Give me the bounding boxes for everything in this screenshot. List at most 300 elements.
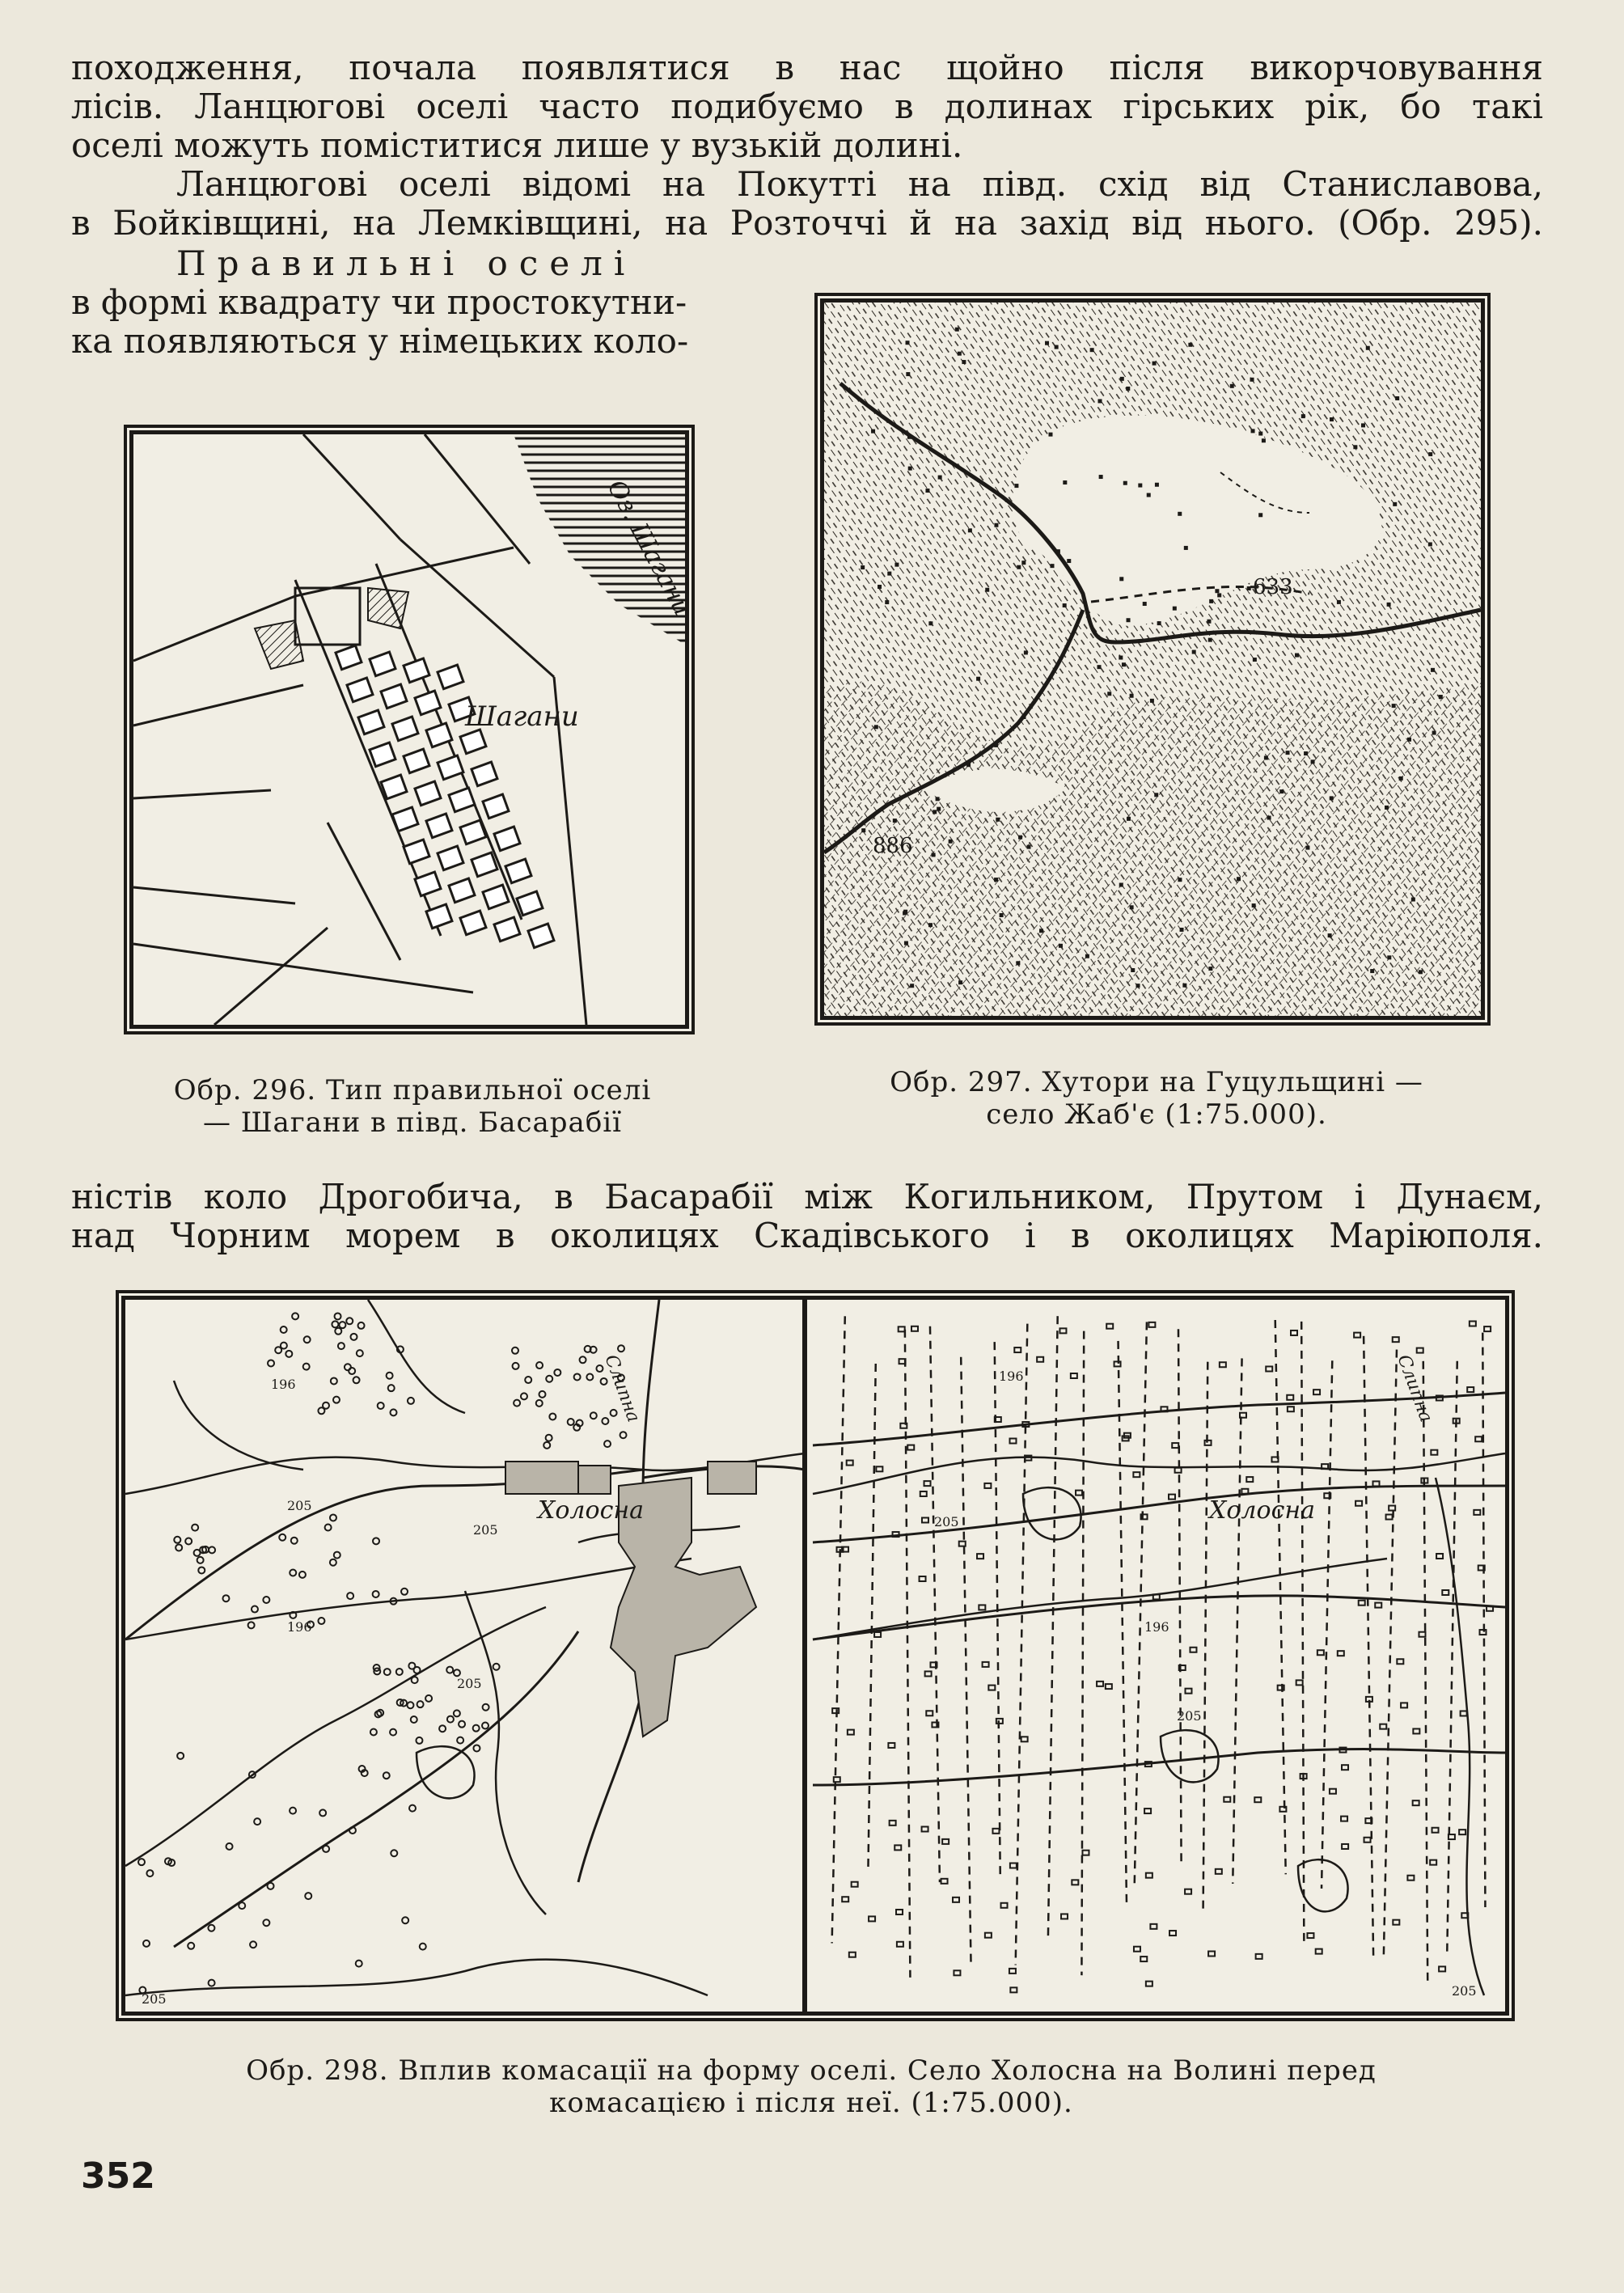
homestead-mark <box>1150 699 1154 703</box>
figure-296-map <box>129 430 697 1029</box>
tree-symbol <box>290 1808 296 1814</box>
house-block <box>438 846 463 870</box>
tree-symbol <box>143 1940 150 1947</box>
homestead-mark <box>976 677 980 681</box>
house-block <box>358 710 384 734</box>
homestead-mark <box>1387 955 1391 959</box>
contour-label: 205 <box>473 1522 498 1538</box>
tree-symbol <box>188 1943 194 1949</box>
panel-before-consolidation <box>125 1300 805 2007</box>
homestead-mark <box>1136 984 1140 988</box>
tree-symbol <box>226 1843 233 1850</box>
tree-symbol <box>138 1859 145 1865</box>
farmstead <box>1114 1361 1121 1366</box>
tree-symbol <box>601 1378 607 1385</box>
farmstead <box>1133 1472 1140 1477</box>
farmstead <box>1467 1387 1474 1392</box>
tree-symbol <box>319 1809 326 1816</box>
farmstead <box>1010 1987 1017 1992</box>
farmstead <box>1037 1357 1043 1362</box>
farmstead <box>1439 1966 1445 1971</box>
tree-symbol <box>350 1334 357 1340</box>
tree-symbol <box>447 1716 454 1723</box>
tree-symbol <box>323 1846 329 1852</box>
homestead-mark <box>994 523 998 527</box>
homestead-mark <box>903 911 907 915</box>
tree-symbol <box>539 1391 545 1398</box>
farmstead <box>992 1829 999 1834</box>
farmstead <box>1185 1889 1191 1894</box>
homestead-mark <box>1014 484 1018 488</box>
tree-symbol <box>387 1373 393 1379</box>
caption-line: Обр. 297. Хутори на Гуцульщині — <box>890 1066 1423 1098</box>
elevation-633: 633 <box>1253 575 1293 599</box>
farmstead <box>1307 1933 1313 1938</box>
homestead-mark <box>1119 656 1123 660</box>
hutsul-relief-map <box>824 302 1481 1016</box>
tree-symbol <box>192 1525 198 1531</box>
field-line <box>1301 1322 1304 1944</box>
house-block <box>392 717 418 741</box>
farmstead <box>1417 1348 1423 1353</box>
house-block <box>381 684 407 709</box>
text-line: походження, почала появлятися в нас щойно після викорчовування <box>71 48 1543 87</box>
homestead-mark <box>966 763 971 767</box>
homestead-mark <box>949 840 953 844</box>
farmstead <box>869 1916 875 1921</box>
tree-symbol <box>333 1397 340 1403</box>
farmstead <box>1076 1491 1082 1496</box>
tree-symbol <box>254 1818 260 1825</box>
tree-symbol <box>358 1322 365 1329</box>
field-line <box>1119 1341 1127 1909</box>
homestead-mark <box>1152 362 1157 366</box>
tree-symbol <box>412 1677 418 1683</box>
field-line <box>1384 1350 1397 1955</box>
tree-symbol <box>390 1409 396 1415</box>
house-block <box>404 840 429 864</box>
homestead-mark <box>1154 793 1158 797</box>
tree-symbol <box>330 1559 336 1566</box>
contour-label: 196 <box>1144 1619 1169 1635</box>
homestead-mark <box>1258 513 1262 517</box>
farmstead <box>1246 1477 1253 1482</box>
tree-symbol <box>408 1398 414 1404</box>
tree-symbol <box>473 1745 480 1751</box>
tree-symbol <box>222 1595 229 1601</box>
tree-symbol <box>514 1400 520 1407</box>
figure-298-map <box>121 1296 1509 2016</box>
tree-symbol <box>408 1663 415 1669</box>
text-line: над Чорним морем в околицях Скадівського і в околицях Маріюполя. <box>71 1216 1543 1255</box>
homestead-mark <box>894 563 899 567</box>
homestead-mark <box>1411 898 1415 902</box>
homestead-mark <box>1361 423 1365 427</box>
house-block <box>517 891 543 916</box>
homestead-mark <box>1258 432 1262 436</box>
farmstead <box>941 1879 948 1884</box>
label-river-right: Слипна <box>1393 1352 1436 1425</box>
farmstead <box>899 1326 905 1331</box>
homestead-mark <box>861 828 865 832</box>
farmstead <box>1342 1765 1348 1770</box>
tree-symbol <box>318 1407 324 1414</box>
homestead-mark <box>955 328 959 332</box>
farmstead <box>954 1970 960 1975</box>
text-line: в Бойківщині, на Лемківщині, на Розточчі й на захід від нього. (Обр. 295). <box>71 203 1543 243</box>
farmstead <box>959 1542 966 1546</box>
tree-symbol <box>473 1725 480 1732</box>
caption-line: Обр. 298. Вплив комасації на форму оселі. Село Холосна на Волині перед <box>246 2054 1377 2087</box>
homestead-mark <box>1215 589 1219 593</box>
farmstead <box>911 1326 918 1331</box>
homestead-mark <box>994 878 998 882</box>
homestead-mark <box>1119 883 1123 887</box>
tree-symbol <box>177 1753 184 1759</box>
tree-symbol <box>391 1850 397 1856</box>
farmstead <box>1271 1457 1278 1462</box>
homestead-mark <box>1000 913 1004 917</box>
farmstead <box>1366 1697 1372 1702</box>
house-block <box>426 814 452 838</box>
homestead-mark <box>1098 399 1102 403</box>
farmstead <box>1106 1324 1113 1329</box>
tree-symbol <box>549 1413 556 1419</box>
paragraph-3 <box>71 244 751 361</box>
farmstead <box>894 1845 901 1850</box>
farmstead <box>1316 1949 1322 1954</box>
farmstead <box>1009 1969 1016 1974</box>
tree-symbol <box>338 1343 345 1349</box>
tree-symbol <box>292 1313 298 1319</box>
farmstead <box>1288 1407 1294 1411</box>
farmstead <box>897 1942 903 1947</box>
tree-symbol <box>279 1534 285 1541</box>
homestead-mark <box>928 923 933 927</box>
farmstead <box>925 1671 932 1676</box>
farmstead <box>1279 1807 1286 1812</box>
homestead-mark <box>958 980 962 984</box>
homestead-mark <box>1217 593 1221 597</box>
tree-symbol <box>483 1704 489 1711</box>
homestead-mark <box>985 588 989 592</box>
field-line <box>961 1357 971 1964</box>
homestead-mark <box>887 572 891 576</box>
figure-297-caption <box>793 1066 1520 1131</box>
homestead-mark <box>1337 600 1341 604</box>
homestead-mark <box>871 429 875 434</box>
homestead-mark <box>1428 542 1432 546</box>
label-kholosna-left: Холосна <box>538 1496 645 1525</box>
tree-symbol <box>248 1622 255 1628</box>
homestead-mark <box>1208 638 1212 642</box>
tree-symbol <box>417 1701 424 1707</box>
text-line: в формі квадрату чи простокутни- <box>71 282 687 322</box>
tree-symbol <box>574 1373 581 1380</box>
farmstead <box>1146 1982 1152 1986</box>
farmstead <box>920 1576 926 1581</box>
farmstead <box>1097 1682 1103 1686</box>
homestead-mark <box>1122 662 1126 666</box>
homestead-mark <box>893 819 897 823</box>
contour-label: 205 <box>287 1498 312 1513</box>
homestead-mark <box>1253 658 1257 662</box>
tree-symbol <box>209 1980 215 1986</box>
homestead-mark <box>1126 387 1130 391</box>
homestead-mark <box>907 435 911 439</box>
farmstead <box>1010 1863 1017 1868</box>
paragraph-4 <box>71 1178 1543 1255</box>
farmstead <box>1150 1924 1157 1929</box>
homestead-mark <box>1286 751 1290 755</box>
tree-symbol <box>512 1347 518 1354</box>
tree-symbol <box>439 1725 446 1732</box>
field-line <box>1423 1361 1427 1983</box>
tree-symbol <box>446 1667 453 1673</box>
homestead-mark <box>1250 378 1254 382</box>
homestead-mark <box>1056 549 1060 553</box>
tree-symbol <box>416 1737 422 1744</box>
farmstead <box>1061 1914 1068 1919</box>
homestead-mark <box>1439 695 1443 699</box>
farmstead <box>1216 1869 1222 1874</box>
contour-label: 196 <box>999 1369 1024 1384</box>
homestead-mark <box>1311 759 1315 764</box>
farmstead <box>1413 1800 1419 1805</box>
farmstead <box>920 1491 927 1496</box>
homestead-mark <box>1251 429 1255 433</box>
tree-symbol <box>303 1364 310 1370</box>
homestead-mark <box>1392 704 1396 708</box>
tree-symbol <box>373 1591 379 1597</box>
field-boundaries <box>832 1316 1486 1983</box>
farmstead <box>1432 1828 1439 1833</box>
homestead-mark <box>1127 817 1131 821</box>
tree-symbol <box>602 1418 608 1424</box>
homestead-mark <box>925 489 929 493</box>
homestead-mark <box>1267 816 1271 820</box>
farmstead <box>1419 1632 1425 1637</box>
farmstead <box>922 1826 928 1831</box>
tree-symbol <box>332 1321 338 1327</box>
house-block <box>426 723 452 747</box>
farmstead <box>847 1461 853 1466</box>
house-block <box>392 807 418 831</box>
caption-line: село Жаб'є (1:75.000). <box>986 1098 1327 1131</box>
house-block <box>472 852 497 877</box>
farmstead <box>1448 1834 1455 1839</box>
homestead-mark <box>1237 877 1241 881</box>
spaced-heading: Правильні оселі <box>176 243 636 283</box>
farmstead <box>1475 1436 1482 1441</box>
contour-label: 196 <box>271 1377 296 1392</box>
tree-symbol <box>390 1729 396 1736</box>
homestead-mark <box>1279 789 1284 793</box>
farmstead <box>1442 1590 1448 1595</box>
label-river-left: Слипна <box>600 1352 644 1425</box>
homestead-mark <box>1304 751 1308 755</box>
figure-297-map <box>820 298 1485 1020</box>
tree-symbol <box>339 1322 345 1328</box>
house-block <box>483 885 509 909</box>
field-line <box>930 1326 940 1882</box>
elevation-886: 886 <box>873 834 913 858</box>
tree-symbol <box>604 1441 611 1447</box>
house-block <box>505 859 531 883</box>
tree-symbol <box>525 1377 531 1383</box>
farmstead <box>1459 1830 1465 1834</box>
text-line: ка появляються у німецьких коло- <box>71 321 689 361</box>
farmstead <box>874 1632 881 1637</box>
farmstead <box>1341 1817 1347 1821</box>
farmstead <box>832 1708 839 1713</box>
homestead-mark <box>936 797 940 801</box>
homestead-mark <box>904 941 908 946</box>
homestead-mark <box>885 600 889 604</box>
farmstead <box>1397 1659 1403 1664</box>
house-block <box>415 872 441 896</box>
farmstead <box>1072 1880 1078 1885</box>
farmstead <box>1169 1495 1175 1500</box>
field-line <box>1364 1336 1373 1959</box>
homestead-mark <box>962 360 966 364</box>
homestead-mark <box>1063 603 1067 607</box>
homestead-mark <box>878 585 882 589</box>
homestead-mark <box>908 467 912 471</box>
farmstead <box>1009 1439 1016 1444</box>
farmstead <box>1224 1797 1230 1802</box>
homestead-mark <box>1393 502 1397 506</box>
homestead-mark <box>1155 483 1159 487</box>
farmstead <box>888 1743 894 1748</box>
farmstead <box>1172 1443 1178 1448</box>
homestead-mark <box>1247 586 1251 590</box>
tree-symbol <box>543 1442 550 1449</box>
farmstead <box>1021 1737 1028 1741</box>
homestead-mark <box>1252 903 1256 907</box>
house-block <box>494 917 520 941</box>
homestead-mark <box>1301 414 1305 418</box>
farmstead <box>1364 1838 1371 1842</box>
homestead-mark <box>1431 668 1435 672</box>
tree-symbol <box>454 1710 460 1716</box>
homestead-mark <box>1330 796 1334 800</box>
homestead-mark <box>1366 346 1370 350</box>
homestead-mark <box>1016 961 1020 965</box>
homestead-mark <box>1395 396 1399 400</box>
tree-symbol <box>513 1363 519 1369</box>
tree-symbol <box>252 1606 258 1613</box>
homestead-mark <box>928 621 933 625</box>
tree-symbol <box>373 1538 379 1544</box>
farmstead <box>852 1882 858 1887</box>
farmstead <box>876 1466 882 1471</box>
tree-symbol <box>198 1567 205 1573</box>
homestead-mark <box>1099 475 1103 479</box>
figure-296-caption <box>113 1074 712 1139</box>
homestead-mark <box>1178 512 1182 516</box>
farmstead <box>842 1897 848 1902</box>
homestead-mark <box>1399 776 1403 781</box>
tree-symbol <box>325 1525 332 1531</box>
homestead-mark <box>1385 806 1389 810</box>
farmstead <box>1393 1920 1399 1925</box>
homestead-mark <box>1178 878 1182 882</box>
homestead-mark <box>1428 452 1432 456</box>
contour-label: 205 <box>457 1676 482 1691</box>
tree-symbol <box>146 1870 153 1876</box>
text-line: ністів коло Дрогобича, в Басарабії між Когильником, Прутом і Дунаєм, <box>71 1177 1543 1216</box>
house-block <box>460 911 486 935</box>
homestead-mark <box>1127 618 1131 622</box>
tree-symbol <box>281 1326 287 1333</box>
field-line <box>1081 1331 1084 1976</box>
homestead-mark <box>1387 603 1391 607</box>
farmstead <box>1169 1931 1176 1936</box>
house-block <box>449 788 475 812</box>
farmstead <box>1484 1326 1491 1331</box>
homestead-mark <box>1063 480 1067 484</box>
tree-symbol <box>285 1351 292 1357</box>
farmstead <box>1407 1876 1414 1881</box>
field-line <box>1048 1316 1058 1941</box>
tree-symbol <box>331 1377 337 1384</box>
farmstead <box>926 1711 933 1716</box>
tree-symbol <box>493 1664 500 1670</box>
homestead-mark <box>1050 564 1054 568</box>
homestead-mark <box>1184 546 1188 550</box>
house-block <box>404 658 429 683</box>
homestead-mark <box>1330 417 1334 421</box>
farmstead <box>1354 1333 1360 1338</box>
homestead-mark <box>1182 984 1186 988</box>
field-line <box>1447 1361 1457 1957</box>
homestead-mark <box>1207 620 1211 624</box>
tree-symbol <box>176 1544 182 1551</box>
tree-symbol <box>536 1362 543 1369</box>
farmstead <box>1380 1724 1386 1729</box>
farmstead <box>1338 1651 1344 1656</box>
house-block <box>449 878 475 903</box>
homestead-mark <box>1173 607 1177 611</box>
paragraph-2 <box>71 165 1543 243</box>
homestead-mark <box>874 725 878 729</box>
homestead-mark <box>1370 969 1374 973</box>
tree-symbol <box>586 1374 593 1381</box>
homestead-mark <box>1143 602 1147 606</box>
farmstead <box>1313 1390 1320 1394</box>
homestead-mark <box>1055 345 1059 349</box>
farmstead <box>1342 1844 1348 1849</box>
farmstead <box>849 1952 856 1957</box>
farmstead <box>1389 1506 1395 1511</box>
homestead-mark <box>1039 929 1043 933</box>
tree-symbol <box>318 1618 324 1624</box>
farmstead <box>848 1730 854 1735</box>
farmstead <box>1291 1331 1297 1335</box>
tree-symbol <box>618 1345 624 1352</box>
farmstead <box>1190 1648 1196 1652</box>
farmstead <box>1082 1851 1089 1855</box>
farmstead <box>1480 1630 1487 1635</box>
homestead-mark <box>937 807 941 811</box>
field-line <box>1233 1358 1241 1883</box>
tree-symbol <box>290 1569 296 1576</box>
panel-after-consolidation <box>813 1316 1505 1999</box>
farmstead <box>1322 1464 1328 1469</box>
caption-line: — Шагани в півд. Басарабії <box>202 1106 623 1139</box>
settlement-plan-shagany <box>133 434 697 1025</box>
